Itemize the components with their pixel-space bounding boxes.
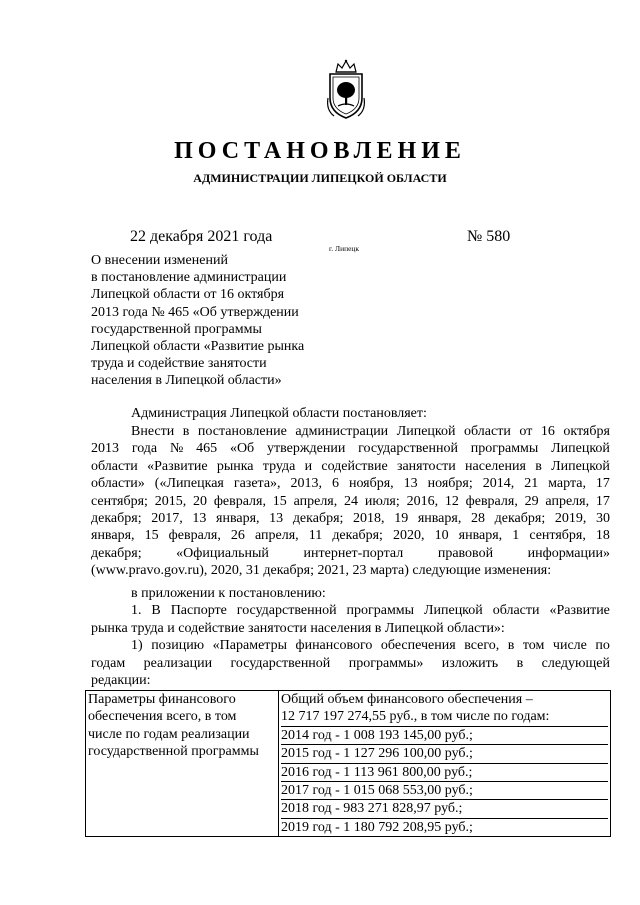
paragraph-1-line: рынка труда и содействие занятости населения в Липецкой области»: <box>91 620 505 636</box>
document-number: № 580 <box>467 228 511 245</box>
amendments-section <box>91 585 610 689</box>
subject-line: государственной программы <box>91 321 262 337</box>
issuing-authority: АДМИНИСТРАЦИИ ЛИПЕЦКОЙ ОБЛАСТИ <box>193 171 447 185</box>
value-line: Общий объем финансового обеспечения – <box>281 692 533 707</box>
parameter-line: Параметры финансового <box>88 692 236 707</box>
main-line: января, 15 февраля, 26 апреля, 11 декабря; 2020, 10 января, 1 сентября, 18 <box>91 528 610 544</box>
main-line: 2013 года № 465 «Об утверждении государственной программы Липецкой <box>91 441 610 457</box>
value-line: 2019 год - 1 180 792 208,95 руб.; <box>281 819 473 835</box>
main-line: области» («Липецкая газета», 2013, 6 ноября, 13 ноября; 2014, 21 марта, 17 <box>91 476 610 492</box>
subject-line: Липецкой области «Развитие рынка <box>91 339 305 355</box>
parameter-name-cell <box>86 691 279 837</box>
paragraph-2-line: годам реализации государственной программы» изложить в следующей <box>91 655 610 671</box>
subject-line: Липецкой области от 16 октября <box>91 287 285 303</box>
paragraph-2-line: 1) позицию «Параметры финансового обеспечения всего, в том числе по <box>131 638 610 654</box>
parameter-line: обеспечения всего, в том <box>88 709 237 725</box>
main-line: (www.pravo.gov.ru), 2020, 31 декабря; 2021, 23 марта) следующие изменения: <box>91 563 552 579</box>
value-line: 2018 год - 983 271 828,97 руб.; <box>281 800 608 818</box>
document-city: г. Липецк <box>329 244 360 253</box>
subject-line: 2013 года № 465 «Об утверждении <box>91 304 299 320</box>
main-line: Внести в постановление администрации Липецкой области от 16 октября <box>131 424 610 439</box>
financing-table <box>85 690 611 837</box>
main-line: сентября; 2015, 20 февраля, 15 апреля, 24 июля; 2016, 12 февраля, 29 апреля, 17 <box>91 493 610 509</box>
coat-of-arms-icon <box>324 58 368 122</box>
parameter-value-cell <box>279 691 611 837</box>
paragraph-1-line: 1. В Паспорте государственной программы Липецкой области «Развитие <box>131 603 610 619</box>
appendix-paragraph: в приложении к постановлению: <box>131 586 326 601</box>
resolution-intro: Администрация Липецкой области постановляет: <box>131 406 427 421</box>
value-line: 2016 год - 1 113 961 800,00 руб.; <box>281 764 608 782</box>
parameter-line: числе по годам реализации <box>88 726 250 742</box>
value-line: 12 717 197 274,55 руб., в том числе по годам: <box>281 708 608 726</box>
document-title: ПОСТАНОВЛЕНИЕ <box>174 138 466 164</box>
value-line: 2017 год - 1 015 068 553,00 руб.; <box>281 782 608 800</box>
parameter-line: государственной программы <box>88 744 259 760</box>
subject-line: труда и содействие занятости <box>91 356 267 372</box>
subject-line: населения в Липецкой области» <box>91 373 282 389</box>
document-subject <box>91 252 331 390</box>
document-date: 22 декабря 2021 года <box>130 228 273 245</box>
value-line: 2014 год - 1 008 193 145,00 руб.; <box>281 727 608 745</box>
subject-line: О внесении изменений <box>91 253 228 268</box>
table-row <box>86 691 611 837</box>
main-line: декабря; «Официальный интернет-портал правовой информации» <box>91 545 610 561</box>
subject-line: в постановление администрации <box>91 270 287 286</box>
paragraph-2-line: редакции: <box>91 672 151 688</box>
main-line: декабря; 2017, 13 января, 13 декабря; 2018, 19 января, 28 декабря; 2019, 30 <box>91 510 610 526</box>
value-line: 2015 год - 1 127 296 100,00 руб.; <box>281 745 608 763</box>
main-line: области «Развитие рынка труда и содействие занятости населения в Липецкой <box>91 458 610 474</box>
resolution-main-paragraph <box>91 423 610 580</box>
